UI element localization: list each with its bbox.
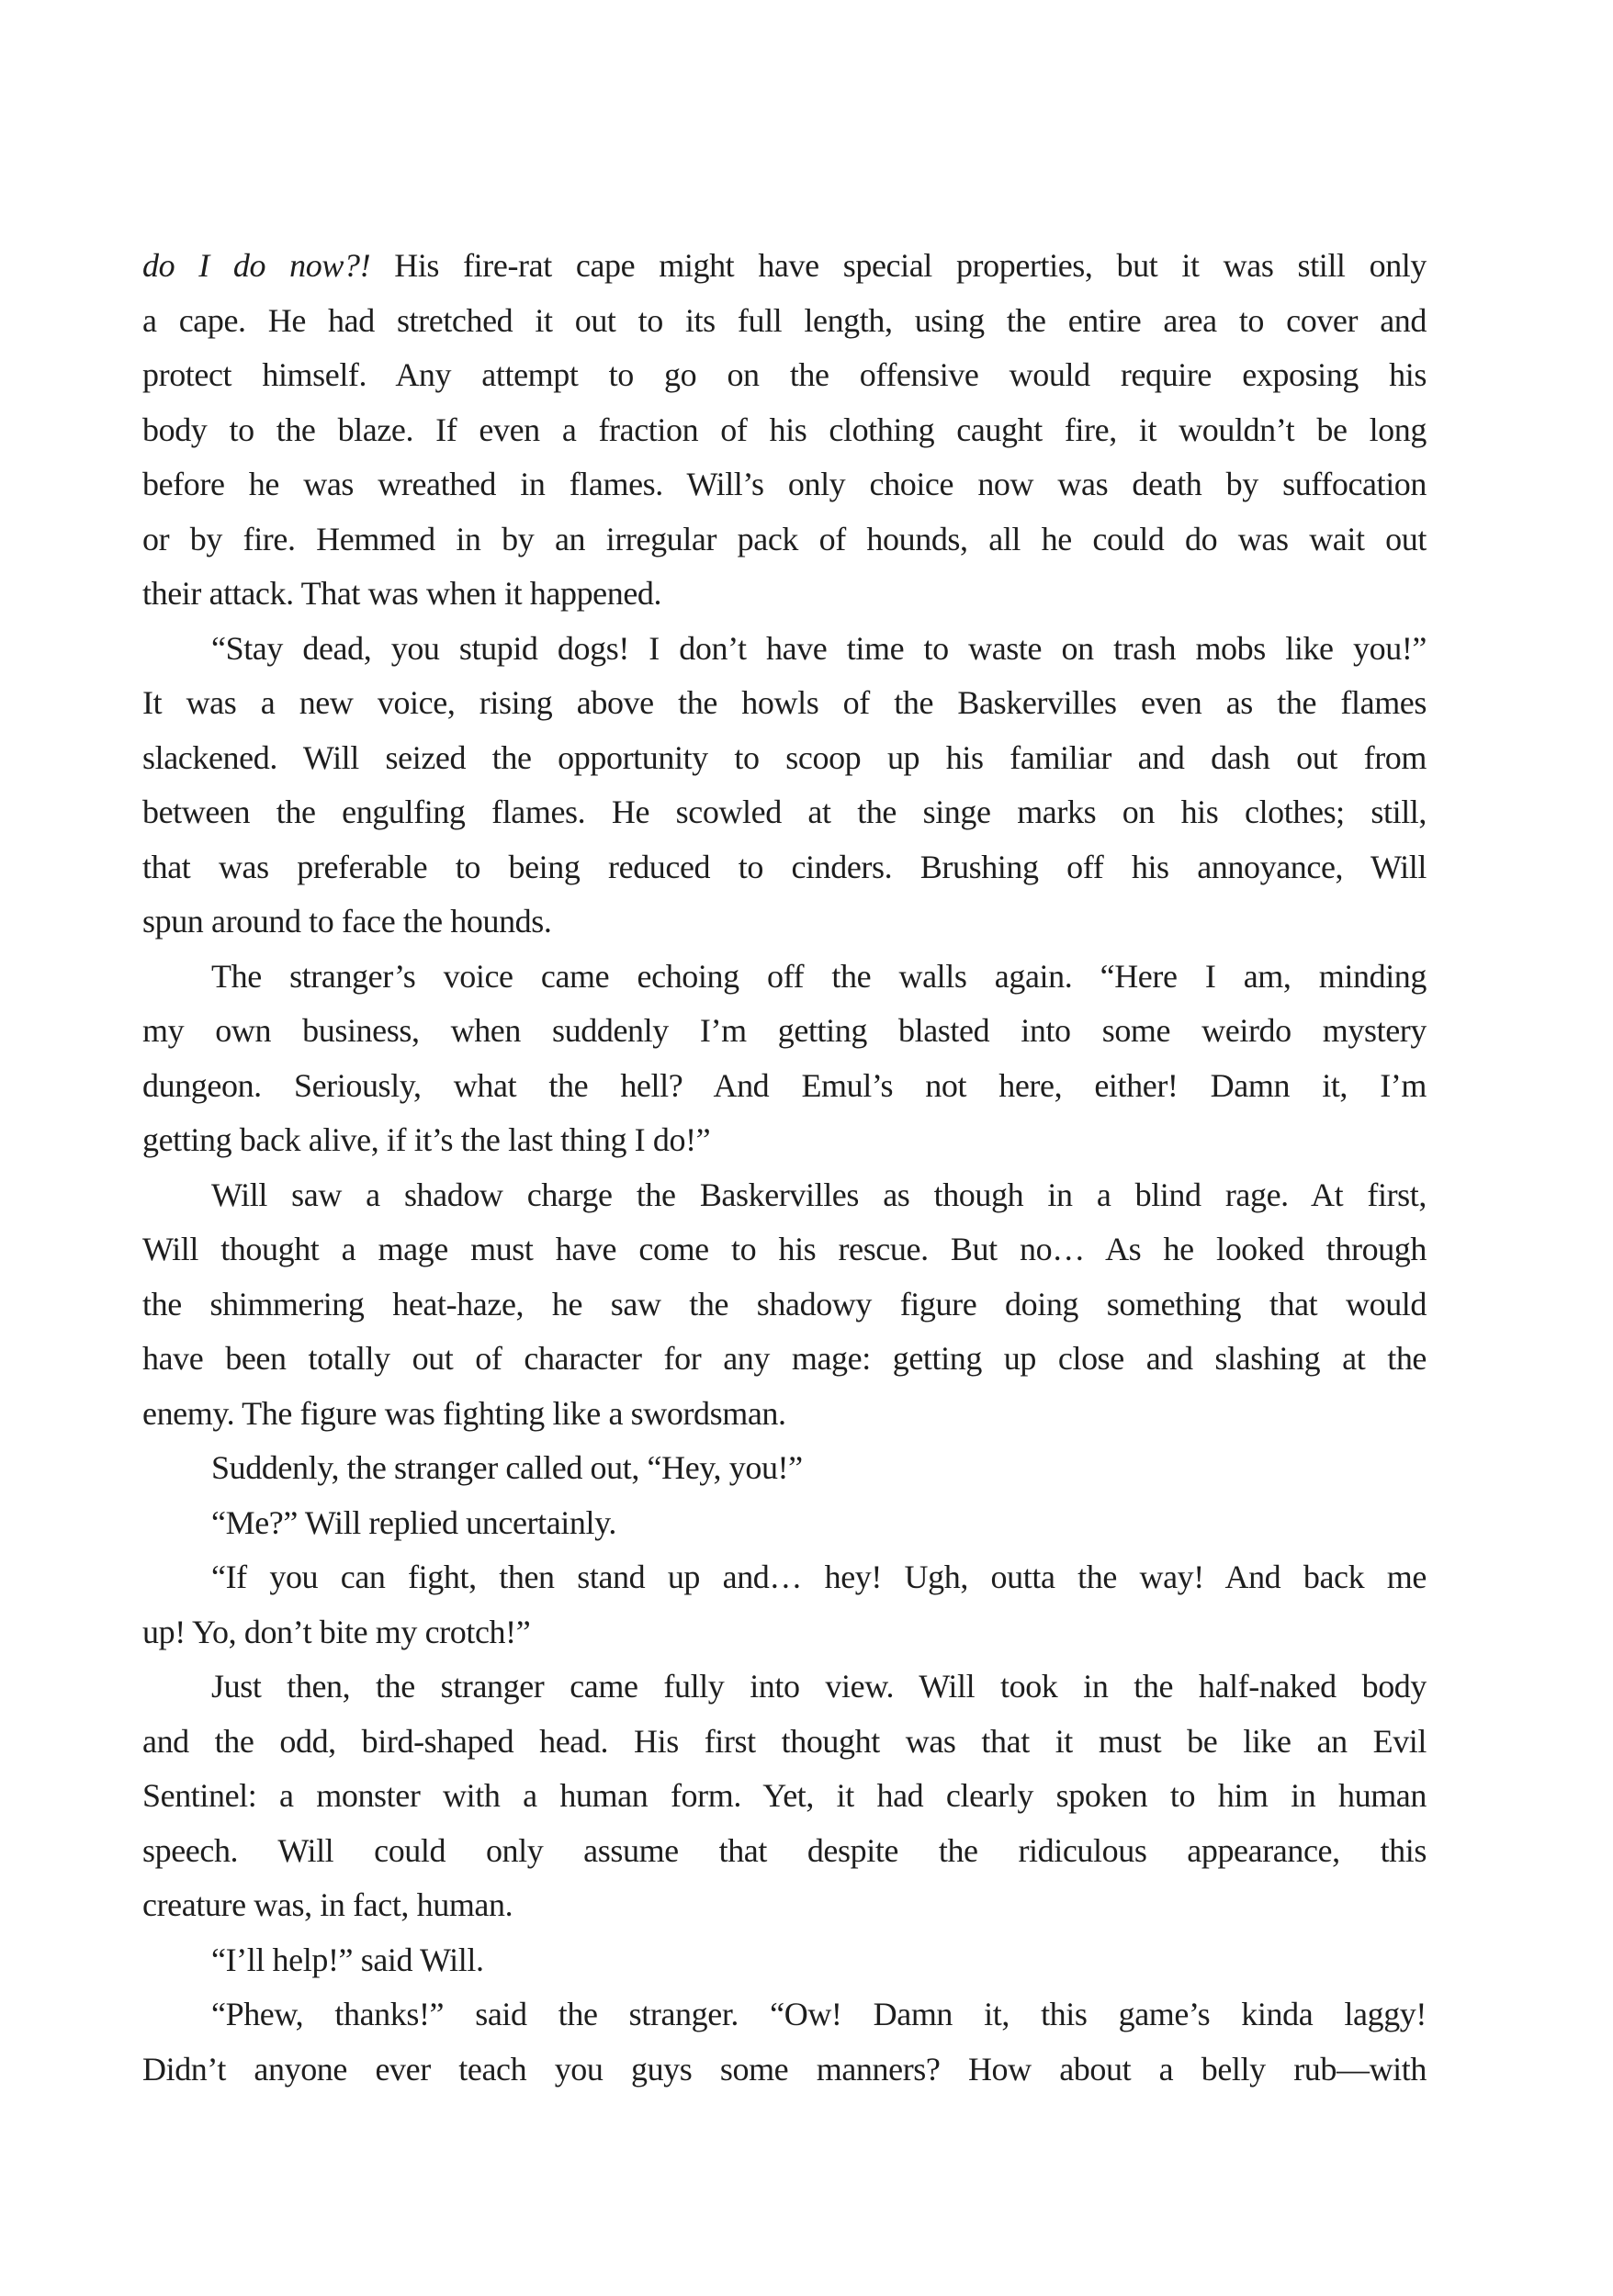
text-line: The stranger’s voice came echoing off the walls again. “Here I am, minding <box>211 957 1427 995</box>
text-line: Suddenly, the stranger called out, “Hey, you!” <box>211 1449 803 1486</box>
text-line: my own business, when suddenly I’m getting blasted into some weirdo mystery <box>142 1012 1427 1049</box>
text-line: Will saw a shadow charge the Baskervilles as though in a blind rage. At first, <box>211 1176 1427 1213</box>
text-line: their attack. That was when it happened. <box>142 575 662 612</box>
text-line: and the odd, bird-shaped head. His first thought was that it must be like an Evil <box>142 1722 1427 1760</box>
text-line: that was preferable to being reduced to cinders. Brushing off his annoyance, Will <box>142 848 1427 885</box>
text-line: the shimmering heat-haze, he saw the shadowy figure doing something that would <box>142 1285 1427 1322</box>
text-line: enemy. The figure was fighting like a swordsman. <box>142 1394 786 1432</box>
text-line: before he was wreathed in flames. Will’s only choice now was death by suffocation <box>142 466 1427 502</box>
text-line: Will thought a mage must have come to his rescue. But no… As he looked through <box>142 1231 1427 1267</box>
text-line: slackened. Will seized the opportunity to scoop up his familiar and dash out from <box>142 738 1427 776</box>
text-line: Sentinel: a monster with a human form. Yet, it had clearly spoken to him in human <box>142 1777 1427 1814</box>
text-line: or by fire. Hemmed in by an irregular pack of hounds, all he could do was wait out <box>142 520 1427 557</box>
text-line: speech. Will could only assume that despite the ridiculous appearance, this <box>142 1831 1427 1869</box>
text-line: a cape. He had stretched it out to its full length, using the entire area to cover and <box>142 301 1427 339</box>
text-line: “I’ll help!” said Will. <box>211 1941 484 1978</box>
text-line: up! Yo, don’t bite my crotch!” <box>142 1613 531 1650</box>
text-line: “Phew, thanks!” said the stranger. “Ow! Damn it, this game’s kinda laggy! <box>211 1996 1427 2032</box>
text-line: spun around to face the hounds. <box>142 903 552 940</box>
text-line: do I do now?! His fire-rat cape might have special properties, but it was still only <box>142 247 1427 284</box>
text-line: between the engulfing flames. He scowled at the singe marks on his clothes; still, <box>142 793 1427 830</box>
page-text-block <box>142 239 1427 2097</box>
text-line: have been totally out of character for any mage: getting up close and slashing at the <box>142 1340 1427 1377</box>
italic-lead-phrase: do I do now?! <box>142 247 371 284</box>
text-line: “If you can fight, then stand up and… hey! Ugh, outta the way! And back me <box>211 1559 1427 1595</box>
text-line: Just then, the stranger came fully into view. Will took in the half-naked body <box>211 1668 1427 1705</box>
text-line: protect himself. Any attempt to go on the offensive would require exposing his <box>142 356 1427 393</box>
text-line: creature was, in fact, human. <box>142 1886 513 1923</box>
text-line: body to the blaze. If even a fraction of his clothing caught fire, it wouldn’t be long <box>142 411 1427 448</box>
text-line: “Stay dead, you stupid dogs! I don’t have time to waste on trash mobs like you!” <box>211 629 1427 667</box>
text-line: Didn’t anyone ever teach you guys some manners? How about a belly rub—with <box>142 2050 1427 2088</box>
text-line: “Me?” Will replied uncertainly. <box>211 1503 616 1541</box>
text-line: It was a new voice, rising above the howls of the Baskervilles even as the flames <box>142 684 1427 721</box>
text-line: dungeon. Seriously, what the hell? And Emul’s not here, either! Damn it, I’m <box>142 1066 1427 1104</box>
text-line: getting back alive, if it’s the last thing I do!” <box>142 1121 711 1158</box>
